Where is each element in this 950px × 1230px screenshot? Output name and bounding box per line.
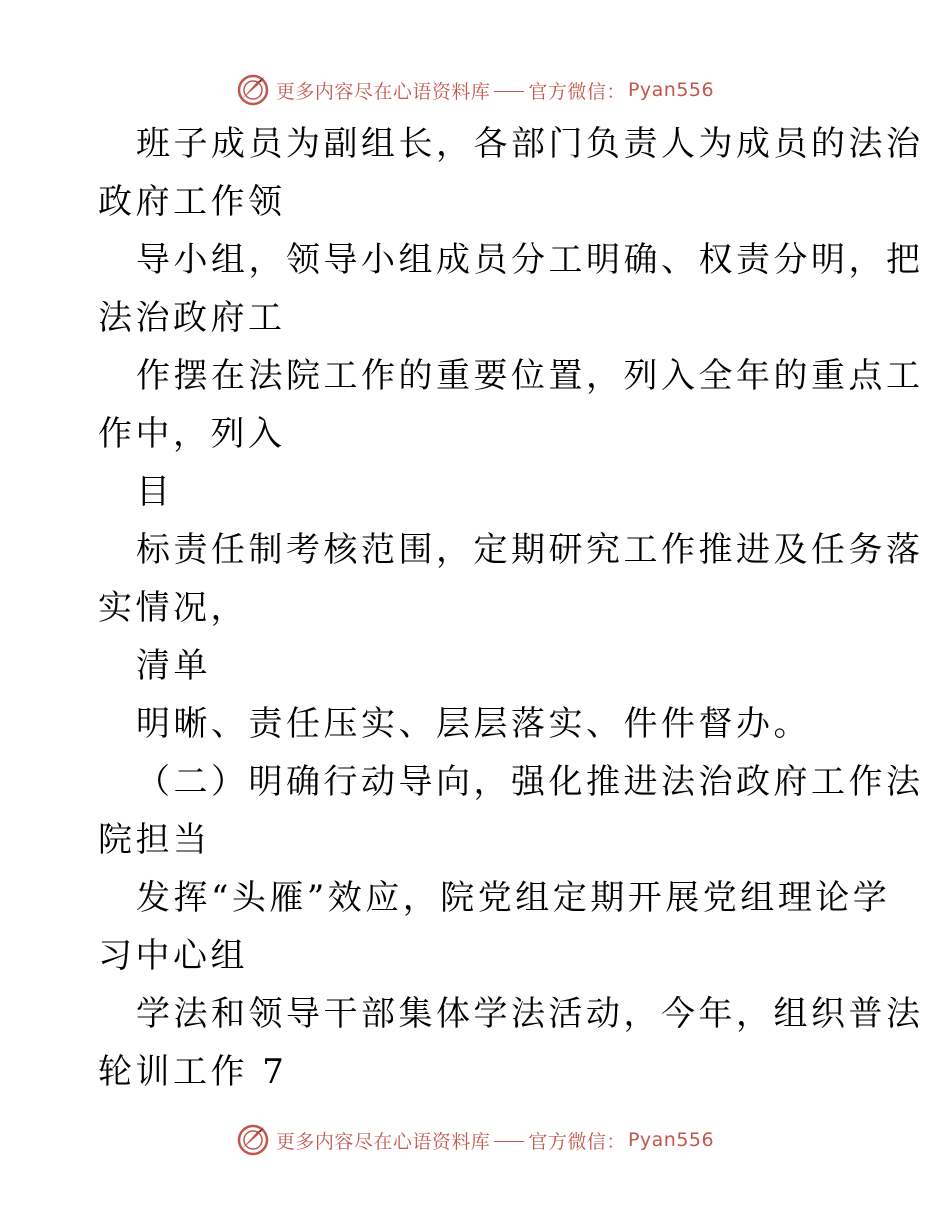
text-line: 轮训工作 7 <box>98 1052 288 1092</box>
banner-title: 更多内容尽在心语资料库 <box>275 1130 491 1153</box>
text-line: 标责任制考核范围，定期研究工作推进及任务落 <box>136 530 924 570</box>
banner-separator <box>494 91 524 92</box>
text-line: 实情况， <box>98 588 248 628</box>
footer-banner <box>0 1120 950 1160</box>
banner-label: 官方微信： <box>528 1130 626 1153</box>
banner-title: 更多内容尽在心语资料库 <box>275 80 491 103</box>
banner-wechat-id: Pyan556 <box>627 79 715 101</box>
text-line: 班子成员为副组长，各部门负责人为成员的法治 <box>136 124 924 164</box>
text-line: 作摆在法院工作的重要位置，列入全年的重点工 <box>136 356 924 396</box>
text-line: 明晰、责任压实、层层落实、件件督办。 <box>136 704 811 744</box>
body-text <box>98 115 924 1101</box>
banner-separator <box>494 1141 524 1142</box>
banner-wechat-id: Pyan556 <box>627 1129 715 1151</box>
text-line: 作中，列入 <box>98 414 286 454</box>
text-line: 政府工作领 <box>98 182 286 222</box>
text-line: 法治政府工 <box>98 298 286 338</box>
text-line: （二）明确行动导向，强化推进法治政府工作法 <box>136 762 924 802</box>
logo-icon <box>236 73 270 107</box>
logo-icon <box>236 1123 270 1157</box>
text-line: 导小组，领导小组成员分工明确、权责分明，把 <box>136 240 924 280</box>
text-line: 发挥“头雁”效应，院党组定期开展党组理论学 <box>136 878 891 918</box>
text-line: 习中心组 <box>98 936 248 976</box>
text-line: 院担当 <box>98 820 211 860</box>
text-line: 学法和领导干部集体学法活动，今年，组织普法 <box>136 994 924 1034</box>
banner-content <box>276 1127 714 1154</box>
banner-content <box>276 77 714 104</box>
banner-label: 官方微信： <box>528 80 626 103</box>
text-line: 目 <box>136 472 174 512</box>
header-banner <box>0 70 950 110</box>
text-line: 清单 <box>136 646 211 686</box>
